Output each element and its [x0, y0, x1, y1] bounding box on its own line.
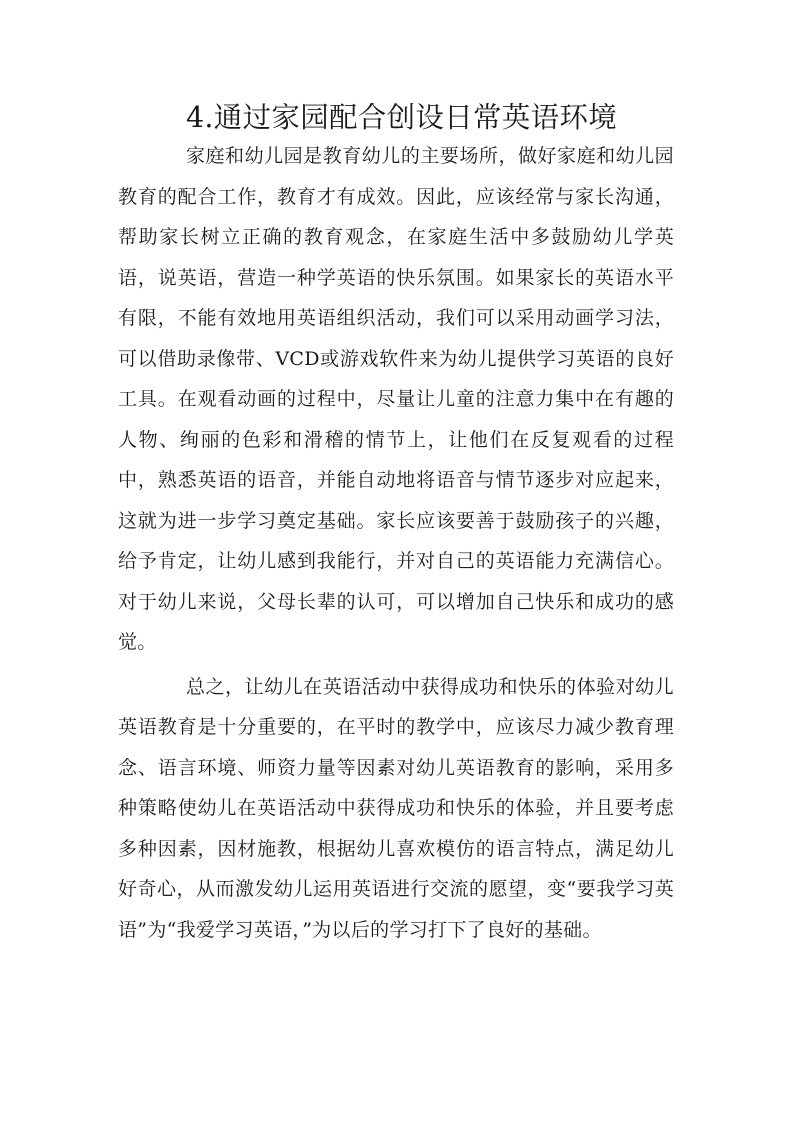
section-heading: 4.通过家园配合创设日常英语环境 [186, 101, 617, 134]
document-body [118, 100, 674, 950]
paragraph-conclusion: 总之，让幼儿在英语活动中获得成功和快乐的体验对幼儿英语教育是十分重要的，在平时的教学中，应该尽力减少教育理念、语言环境、师资力量等因素对幼儿英语教育的影响，采用多种策略使幼儿在英语活动中获得成功和快乐的体验，并且要考虑多种因素，因材施教，根据幼儿喜欢模仿的语言特点，满足幼儿好奇心，从而激发幼儿运用英语进行交流的愿望，变“要我学习英语”为“我爱学习英语，”为以后的学习打下了良好的基础。 [118, 675, 674, 941]
paragraph-home-school-cooperation: 家庭和幼儿园是教育幼儿的主要场所，做好家庭和幼儿园教育的配合工作，教育才有成效。因此，应该经常与家长沟通，帮助家长树立正确的教育观念，在家庭生活中多鼓励幼儿学英语，说英语，营造一种学英语的快乐氛围。如果家长的英语水平有限，不能有效地用英语组织活动，我们可以采用动画学习法，可以借助录像带、VCD或游戏软件来为幼儿提供学习英语的良好工具。在观看动画的过程中，尽量让儿童的注意力集中在有趣的人物、绚丽的色彩和滑稽的情节上，让他们在反复观看的过程中，熟悉英语的语音，并能自动地将语音与情节逐步对应起来，这就为进一步学习奠定基础。家长应该要善于鼓励孩子的兴趣，给予肯定，让幼儿感到我能行，并对自己的英语能力充满信心。对于幼儿来说，父母长辈的认可，可以增加自己快乐和成功的感觉。 [118, 145, 674, 653]
